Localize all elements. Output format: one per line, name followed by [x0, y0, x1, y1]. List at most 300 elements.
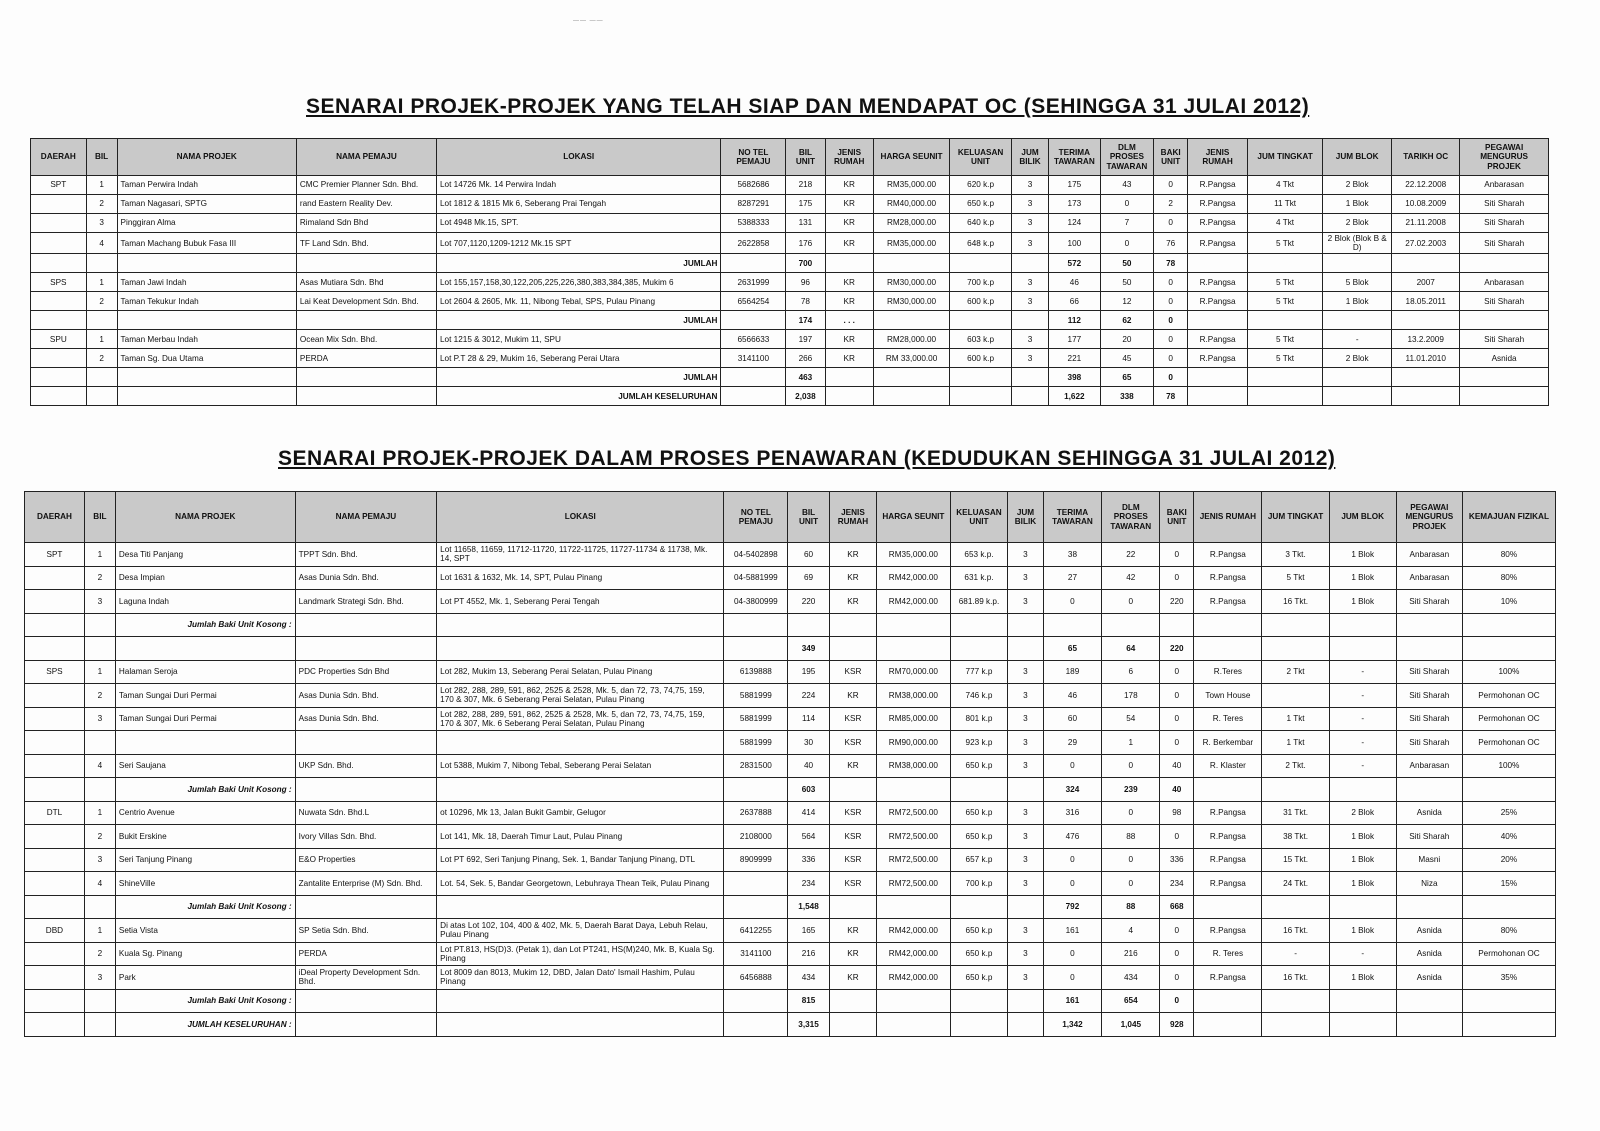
cell-jum-tingkat: 5 Tkt: [1247, 233, 1322, 254]
cell-daerah: [25, 966, 85, 990]
header-keluasan-unit: KELUASAN UNIT: [950, 492, 1008, 543]
cell-col-18: Anbarasan: [1396, 566, 1462, 590]
cell-terima-tawaran: 0: [1043, 872, 1102, 896]
empty-cell: [84, 1013, 115, 1037]
cell-bil-unit: 114: [788, 707, 829, 731]
cell-lokasi: ot 10296, Mk 13, Jalan Bukit Gambir, Gelugor: [437, 801, 724, 825]
cell-jenis-rumah-2: R.Pangsa: [1194, 872, 1262, 896]
cell-jum-blok: 1 Blok: [1329, 848, 1396, 872]
cell-harga-seunit: RM28,000.00: [873, 214, 949, 233]
cell-col-19: Siti Sharah: [1460, 330, 1549, 349]
cell-dlm-proses: 0: [1100, 233, 1154, 254]
cell-col-19: Anbarasan: [1460, 176, 1549, 195]
cell-daerah: [25, 825, 85, 849]
cell-jenis-rumah-2: R.Pangsa: [1188, 233, 1248, 254]
table-row: [25, 872, 1556, 896]
empty-cell: [437, 613, 724, 637]
header-daerah: DAERAH: [31, 139, 87, 176]
cell-no-tel: 5881999: [724, 731, 788, 755]
cell-bil-unit: 564: [788, 825, 829, 849]
cell-daerah: [25, 566, 85, 590]
cell-jenis-rumah-2: R. Teres: [1194, 707, 1262, 731]
cell-col-19: Permohonan OC: [1462, 942, 1555, 966]
empty-cell: [877, 778, 950, 802]
empty-cell: [1329, 613, 1396, 637]
cell-col-18: Masni: [1396, 848, 1462, 872]
cell-no-tel: 8909999: [724, 848, 788, 872]
total-baki: 0: [1154, 368, 1188, 387]
cell-bil-unit: 224: [788, 684, 829, 708]
cell-jum-blok: -: [1323, 330, 1392, 349]
cell-bil-unit: 30: [788, 731, 829, 755]
cell-daerah: DBD: [25, 919, 85, 943]
cell-daerah: [25, 590, 85, 614]
total-bil-unit: 815: [788, 989, 829, 1013]
header-daerah: DAERAH: [25, 492, 85, 543]
empty-cell: [1329, 637, 1396, 661]
table-row: [25, 660, 1556, 684]
cell-col-19: Asnida: [1460, 349, 1549, 368]
cell-nama-projek: Taman Machang Bubuk Fasa III: [117, 233, 296, 254]
total-bil-unit: 174: [786, 311, 825, 330]
cell-jenis-rumah-2: R.Pangsa: [1194, 919, 1262, 943]
cell-bil: 1: [86, 176, 117, 195]
cell-jum-blok: 2 Blok: [1323, 349, 1392, 368]
cell-jum-bilik: 3: [1008, 566, 1043, 590]
header-col-19: KEMAJUAN FIZIKAL: [1462, 492, 1555, 543]
cell-dlm-proses: 0: [1102, 872, 1160, 896]
empty-cell: [829, 613, 877, 637]
cell-bil-unit: 218: [786, 176, 825, 195]
cell-jenis-rumah: KR: [829, 919, 877, 943]
header-bil: BIL: [86, 139, 117, 176]
cell-nama-pemaju: E&O Properties: [295, 848, 437, 872]
empty-cell: [721, 387, 786, 406]
cell-nama-pemaju: Zantalite Enterprise (M) Sdn. Bhd.: [295, 872, 437, 896]
cell-daerah: [31, 233, 87, 254]
cell-keluasan-unit: 650 k.p: [950, 919, 1008, 943]
cell-dlm-proses: 42: [1102, 566, 1160, 590]
cell-no-tel: 2831500: [724, 754, 788, 778]
header-terima-tawaran: TERIMA TAWARAN: [1043, 492, 1102, 543]
cell-jum-blok: 1 Blok: [1329, 566, 1396, 590]
total-terima: 1,622: [1049, 387, 1101, 406]
total-row: [31, 254, 1549, 273]
cell-no-tel: 5881999: [724, 684, 788, 708]
cell-no-tel: 04-3800999: [724, 590, 788, 614]
cell-nama-pemaju: rand Eastern Reality Dev.: [296, 195, 436, 214]
cell-keluasan-unit: 631 k.p.: [950, 566, 1008, 590]
cell-jum-bilik: 3: [1008, 590, 1043, 614]
table-row: [31, 330, 1549, 349]
cell-jum-blok: 2 Blok: [1323, 176, 1392, 195]
cell-harga-seunit: RM35,000.00: [873, 176, 949, 195]
cell-baki-unit: 0: [1160, 966, 1194, 990]
total-dots: [825, 387, 873, 406]
cell-nama-pemaju: SP Setia Sdn. Bhd.: [295, 919, 437, 943]
total-dots: [829, 637, 877, 661]
cell-nama-projek: Setia Vista: [115, 919, 295, 943]
table-row: [25, 754, 1556, 778]
header-jenis-rumah: JENIS RUMAH: [829, 492, 877, 543]
cell-harga-seunit: RM42,000.00: [877, 919, 950, 943]
cell-jum-tingkat: 5 Tkt: [1247, 292, 1322, 311]
empty-cell: [31, 311, 87, 330]
empty-cell: [295, 895, 437, 919]
empty-cell: [1396, 1013, 1462, 1037]
cell-daerah: [31, 214, 87, 233]
cell-no-tel: 6412255: [724, 919, 788, 943]
cell-keluasan-unit: 640 k.p: [950, 214, 1012, 233]
cell-baki-unit: 40: [1160, 754, 1194, 778]
cell-col-19: Permohonan OC: [1462, 731, 1555, 755]
empty-cell: [296, 368, 436, 387]
cell-jenis-rumah-2: R.Pangsa: [1188, 176, 1248, 195]
cell-jenis-rumah-2: R.Pangsa: [1194, 566, 1262, 590]
cell-col-18: 18.05.2011: [1392, 292, 1460, 311]
cell-baki-unit: 0: [1154, 349, 1188, 368]
cell-nama-projek: Seri Saujana: [115, 754, 295, 778]
total-dlm-proses: 62: [1100, 311, 1154, 330]
empty-cell: [86, 311, 117, 330]
empty-cell: [117, 387, 296, 406]
total-dlm-proses: 338: [1100, 387, 1154, 406]
cell-nama-projek: Taman Nagasari, SPTG: [117, 195, 296, 214]
cell-jum-tingkat: 16 Tkt.: [1262, 919, 1329, 943]
cell-daerah: [25, 942, 85, 966]
cell-jenis-rumah-2: R.Pangsa: [1188, 273, 1248, 292]
total-dlm-proses: 64: [1102, 637, 1160, 661]
cell-baki-unit: 0: [1154, 292, 1188, 311]
total-row: [25, 637, 1556, 661]
empty-cell: [950, 895, 1008, 919]
cell-jum-blok: 2 Blok: [1323, 214, 1392, 233]
total-dlm-proses: 50: [1100, 254, 1154, 273]
cell-no-tel: 2108000: [724, 825, 788, 849]
cell-dlm-proses: 434: [1102, 966, 1160, 990]
cell-jum-blok: 1 Blok: [1323, 292, 1392, 311]
cell-jenis-rumah: KR: [825, 349, 873, 368]
empty-cell: [1012, 387, 1049, 406]
cell-bil: 3: [84, 966, 115, 990]
header-bil-unit: BIL UNIT: [788, 492, 829, 543]
cell-nama-pemaju: Ocean Mix Sdn. Bhd.: [296, 330, 436, 349]
cell-jum-blok: -: [1329, 731, 1396, 755]
empty-cell: [86, 387, 117, 406]
cell-col-19: Siti Sharah: [1460, 214, 1549, 233]
cell-jum-blok: -: [1329, 942, 1396, 966]
cell-no-tel: 6564254: [721, 292, 786, 311]
cell-jenis-rumah: KSR: [829, 872, 877, 896]
empty-cell: [295, 1013, 437, 1037]
total-dlm-proses: 1,045: [1102, 1013, 1160, 1037]
empty-cell: [1188, 311, 1248, 330]
cell-no-tel: 3141100: [721, 349, 786, 368]
cell-jenis-rumah: KSR: [829, 707, 877, 731]
cell-lokasi: Lot P.T 28 & 29, Mukim 16, Seberang Perai Utara: [437, 349, 721, 368]
empty-cell: [724, 778, 788, 802]
cell-bil-unit: 195: [788, 660, 829, 684]
cell-daerah: [31, 195, 87, 214]
empty-cell: [1008, 613, 1043, 637]
empty-cell: [25, 778, 85, 802]
empty-cell: [1247, 254, 1322, 273]
empty-cell: [84, 895, 115, 919]
cell-col-18: Siti Sharah: [1396, 660, 1462, 684]
cell-lokasi: Lot 14726 Mk. 14 Perwira Indah: [437, 176, 721, 195]
cell-jenis-rumah: KR: [829, 754, 877, 778]
cell-jum-tingkat: [1262, 684, 1329, 708]
table-row: [31, 292, 1549, 311]
cell-col-18: Siti Sharah: [1396, 707, 1462, 731]
cell-terima-tawaran: 173: [1049, 195, 1101, 214]
empty-cell: [1323, 254, 1392, 273]
cell-no-tel: 2622858: [721, 233, 786, 254]
cell-lokasi: Di atas Lot 102, 104, 400 & 402, Mk. 5, Daerah Barat Daya, Lebuh Relau, Pulau Pinang: [437, 919, 724, 943]
cell-baki-unit: 0: [1154, 176, 1188, 195]
cell-keluasan-unit: 700 k.p: [950, 273, 1012, 292]
cell-jum-bilik: 3: [1012, 176, 1049, 195]
empty-cell: [1462, 989, 1555, 1013]
cell-daerah: [25, 872, 85, 896]
empty-cell: [296, 387, 436, 406]
cell-nama-projek: Taman Merbau Indah: [117, 330, 296, 349]
cell-jum-tingkat: 1 Tkt: [1262, 731, 1329, 755]
cell-jenis-rumah-2: R.Pangsa: [1194, 801, 1262, 825]
cell-nama-pemaju: TF Land Sdn. Bhd.: [296, 233, 436, 254]
cell-nama-pemaju: PERDA: [295, 942, 437, 966]
completed-projects-table: [30, 138, 1549, 406]
cell-jum-bilik: 3: [1008, 707, 1043, 731]
empty-cell: [1392, 387, 1460, 406]
table-row: [25, 848, 1556, 872]
cell-jum-bilik: 3: [1012, 233, 1049, 254]
cell-daerah: [25, 707, 85, 731]
cell-no-tel: [724, 872, 788, 896]
empty-cell: [950, 613, 1008, 637]
cell-jum-blok: -: [1329, 754, 1396, 778]
cell-jum-blok: 5 Blok: [1323, 273, 1392, 292]
cell-bil: 1: [84, 919, 115, 943]
cell-jenis-rumah-2: R.Pangsa: [1194, 543, 1262, 567]
total-terima: 65: [1043, 637, 1102, 661]
cell-jum-tingkat: 5 Tkt: [1247, 349, 1322, 368]
cell-jum-tingkat: -: [1262, 942, 1329, 966]
empty-cell: [721, 368, 786, 387]
cell-bil: 2: [84, 684, 115, 708]
cell-daerah: [25, 754, 85, 778]
cell-jenis-rumah-2: R. Berkembar: [1194, 731, 1262, 755]
empty-cell: [721, 254, 786, 273]
cell-no-tel: 2631999: [721, 273, 786, 292]
empty-cell: [295, 613, 437, 637]
cell-terima-tawaran: 0: [1043, 942, 1102, 966]
cell-daerah: DTL: [25, 801, 85, 825]
cell-nama-projek: Taman Tekukur Indah: [117, 292, 296, 311]
cell-nama-projek: Taman Jawi Indah: [117, 273, 296, 292]
cell-bil: 3: [84, 848, 115, 872]
empty-cell: [295, 778, 437, 802]
cell-dlm-proses: 22: [1102, 543, 1160, 567]
cell-col-19: 15%: [1462, 872, 1555, 896]
cell-no-tel: 5388333: [721, 214, 786, 233]
empty-cell: [1194, 1013, 1262, 1037]
cell-jum-tingkat: 5 Tkt: [1247, 330, 1322, 349]
header-no-tel: NO TEL PEMAJU: [721, 139, 786, 176]
cell-baki-unit: 0: [1160, 684, 1194, 708]
cell-lokasi: Lot 282, 288, 289, 591, 862, 2525 & 2528, Mk. 5, dan 72, 73, 74,75, 159, 170 & 307, Mk. 6 Seberang Perai Selatan, Pulau Pinang: [437, 707, 724, 731]
cell-col-18: Anbarasan: [1396, 754, 1462, 778]
cell-no-tel: 5881999: [724, 707, 788, 731]
cell-nama-pemaju: UKP Sdn. Bhd.: [295, 754, 437, 778]
empty-cell: [296, 311, 436, 330]
cell-col-19: 40%: [1462, 825, 1555, 849]
header-harga-seunit: HARGA SEUNIT: [877, 492, 950, 543]
table-row: [25, 590, 1556, 614]
cell-jenis-rumah-2: R. Teres: [1194, 942, 1262, 966]
empty-cell: [437, 989, 724, 1013]
cell-jum-tingkat: 16 Tkt.: [1262, 966, 1329, 990]
empty-cell: [115, 637, 295, 661]
cell-terima-tawaran: 46: [1049, 273, 1101, 292]
cell-no-tel: 5682686: [721, 176, 786, 195]
cell-terima-tawaran: 66: [1049, 292, 1101, 311]
header-jenis-rumah-2: JENIS RUMAH: [1188, 139, 1248, 176]
cell-baki-unit: 0: [1154, 330, 1188, 349]
cell-terima-tawaran: 316: [1043, 801, 1102, 825]
cell-harga-seunit: RM38,000.00: [877, 754, 950, 778]
cell-jum-bilik: 3: [1008, 872, 1043, 896]
header-jum-bilik: JUM BILIK: [1008, 492, 1043, 543]
cell-jum-bilik: 3: [1012, 292, 1049, 311]
total-baki: [1160, 613, 1194, 637]
cell-nama-projek: Seri Tanjung Pinang: [115, 848, 295, 872]
cell-nama-projek: [115, 731, 295, 755]
cell-keluasan-unit: 650 k.p: [950, 825, 1008, 849]
total-baki: 0: [1154, 311, 1188, 330]
cell-lokasi: Lot 4948 Mk.15, SPT.: [437, 214, 721, 233]
empty-cell: [1262, 895, 1329, 919]
empty-cell: [1262, 1013, 1329, 1037]
cell-harga-seunit: RM42,000.00: [877, 942, 950, 966]
cell-keluasan-unit: 620 k.p: [950, 176, 1012, 195]
empty-cell: [295, 637, 437, 661]
cell-nama-pemaju: PDC Properties Sdn Bhd: [295, 660, 437, 684]
cell-jum-bilik: 3: [1008, 966, 1043, 990]
empty-cell: [25, 989, 85, 1013]
cell-bil: 4: [84, 872, 115, 896]
cell-harga-seunit: RM85,000.00: [877, 707, 950, 731]
cell-harga-seunit: RM90,000.00: [877, 731, 950, 755]
cell-dlm-proses: 0: [1102, 801, 1160, 825]
cell-dlm-proses: 178: [1102, 684, 1160, 708]
cell-harga-seunit: RM42,000.00: [877, 590, 950, 614]
empty-cell: [295, 989, 437, 1013]
table-row: [25, 942, 1556, 966]
header-jum-blok: JUM BLOK: [1329, 492, 1396, 543]
cell-baki-unit: 234: [1160, 872, 1194, 896]
cell-bil: 4: [84, 754, 115, 778]
cell-nama-projek: Park: [115, 966, 295, 990]
header-jenis-rumah: JENIS RUMAH: [825, 139, 873, 176]
cell-jum-blok: 2 Blok (Blok B & D): [1323, 233, 1392, 254]
cell-jum-tingkat: 5 Tkt: [1247, 273, 1322, 292]
total-row: [25, 989, 1556, 1013]
total-row: [25, 1013, 1556, 1037]
cell-jenis-rumah: KR: [825, 195, 873, 214]
empty-cell: [1008, 895, 1043, 919]
cell-terima-tawaran: 0: [1043, 590, 1102, 614]
cell-baki-unit: 0: [1160, 707, 1194, 731]
table-row: [25, 919, 1556, 943]
total-dlm-proses: 65: [1100, 368, 1154, 387]
cell-jum-bilik: 3: [1008, 660, 1043, 684]
cell-jum-tingkat: 2 Tkt.: [1262, 754, 1329, 778]
cell-jenis-rumah: KR: [825, 214, 873, 233]
empty-cell: [873, 368, 949, 387]
total-dlm-proses: 239: [1102, 778, 1160, 802]
cell-col-18: Siti Sharah: [1396, 684, 1462, 708]
cell-baki-unit: 220: [1160, 590, 1194, 614]
cell-bil-unit: 336: [788, 848, 829, 872]
empty-cell: [437, 1013, 724, 1037]
cell-dlm-proses: 6: [1102, 660, 1160, 684]
cell-dlm-proses: 12: [1100, 292, 1154, 311]
cell-nama-projek: Laguna Indah: [115, 590, 295, 614]
cell-no-tel: 6139888: [724, 660, 788, 684]
cell-terima-tawaran: 476: [1043, 825, 1102, 849]
empty-cell: [877, 989, 950, 1013]
cell-daerah: SPT: [31, 176, 87, 195]
empty-cell: [1462, 895, 1555, 919]
cell-lokasi: Lot 707,1120,1209-1212 Mk.15 SPT: [437, 233, 721, 254]
empty-cell: [873, 311, 949, 330]
cell-jenis-rumah-2: R.Teres: [1194, 660, 1262, 684]
cell-jum-tingkat: 11 Tkt: [1247, 195, 1322, 214]
empty-cell: [829, 778, 877, 802]
cell-jum-bilik: 3: [1012, 349, 1049, 368]
empty-cell: [1460, 387, 1549, 406]
cell-jenis-rumah-2: Town House: [1194, 684, 1262, 708]
empty-cell: [1247, 368, 1322, 387]
cell-jenis-rumah: KSR: [829, 825, 877, 849]
header-lokasi: LOKASI: [437, 139, 721, 176]
empty-cell: [25, 637, 85, 661]
cell-dlm-proses: 20: [1100, 330, 1154, 349]
empty-cell: [1396, 989, 1462, 1013]
cell-terima-tawaran: 38: [1043, 543, 1102, 567]
cell-jenis-rumah-2: R.Pangsa: [1194, 825, 1262, 849]
cell-jenis-rumah-2: R.Pangsa: [1188, 330, 1248, 349]
total-dlm-proses: 88: [1102, 895, 1160, 919]
cell-col-18: 27.02.2003: [1392, 233, 1460, 254]
empty-cell: [1396, 613, 1462, 637]
cell-jum-blok: 1 Blok: [1329, 590, 1396, 614]
cell-bil-unit: 131: [786, 214, 825, 233]
cell-nama-projek: Taman Sg. Dua Utama: [117, 349, 296, 368]
cell-baki-unit: 0: [1160, 660, 1194, 684]
cell-bil: 2: [86, 195, 117, 214]
cell-nama-projek: ShineVille: [115, 872, 295, 896]
cell-no-tel: 6566633: [721, 330, 786, 349]
empty-cell: [950, 778, 1008, 802]
empty-cell: [1247, 311, 1322, 330]
empty-cell: [1262, 637, 1329, 661]
empty-cell: [1323, 368, 1392, 387]
table-row: [25, 801, 1556, 825]
cell-bil: 2: [86, 292, 117, 311]
empty-cell: [1194, 637, 1262, 661]
